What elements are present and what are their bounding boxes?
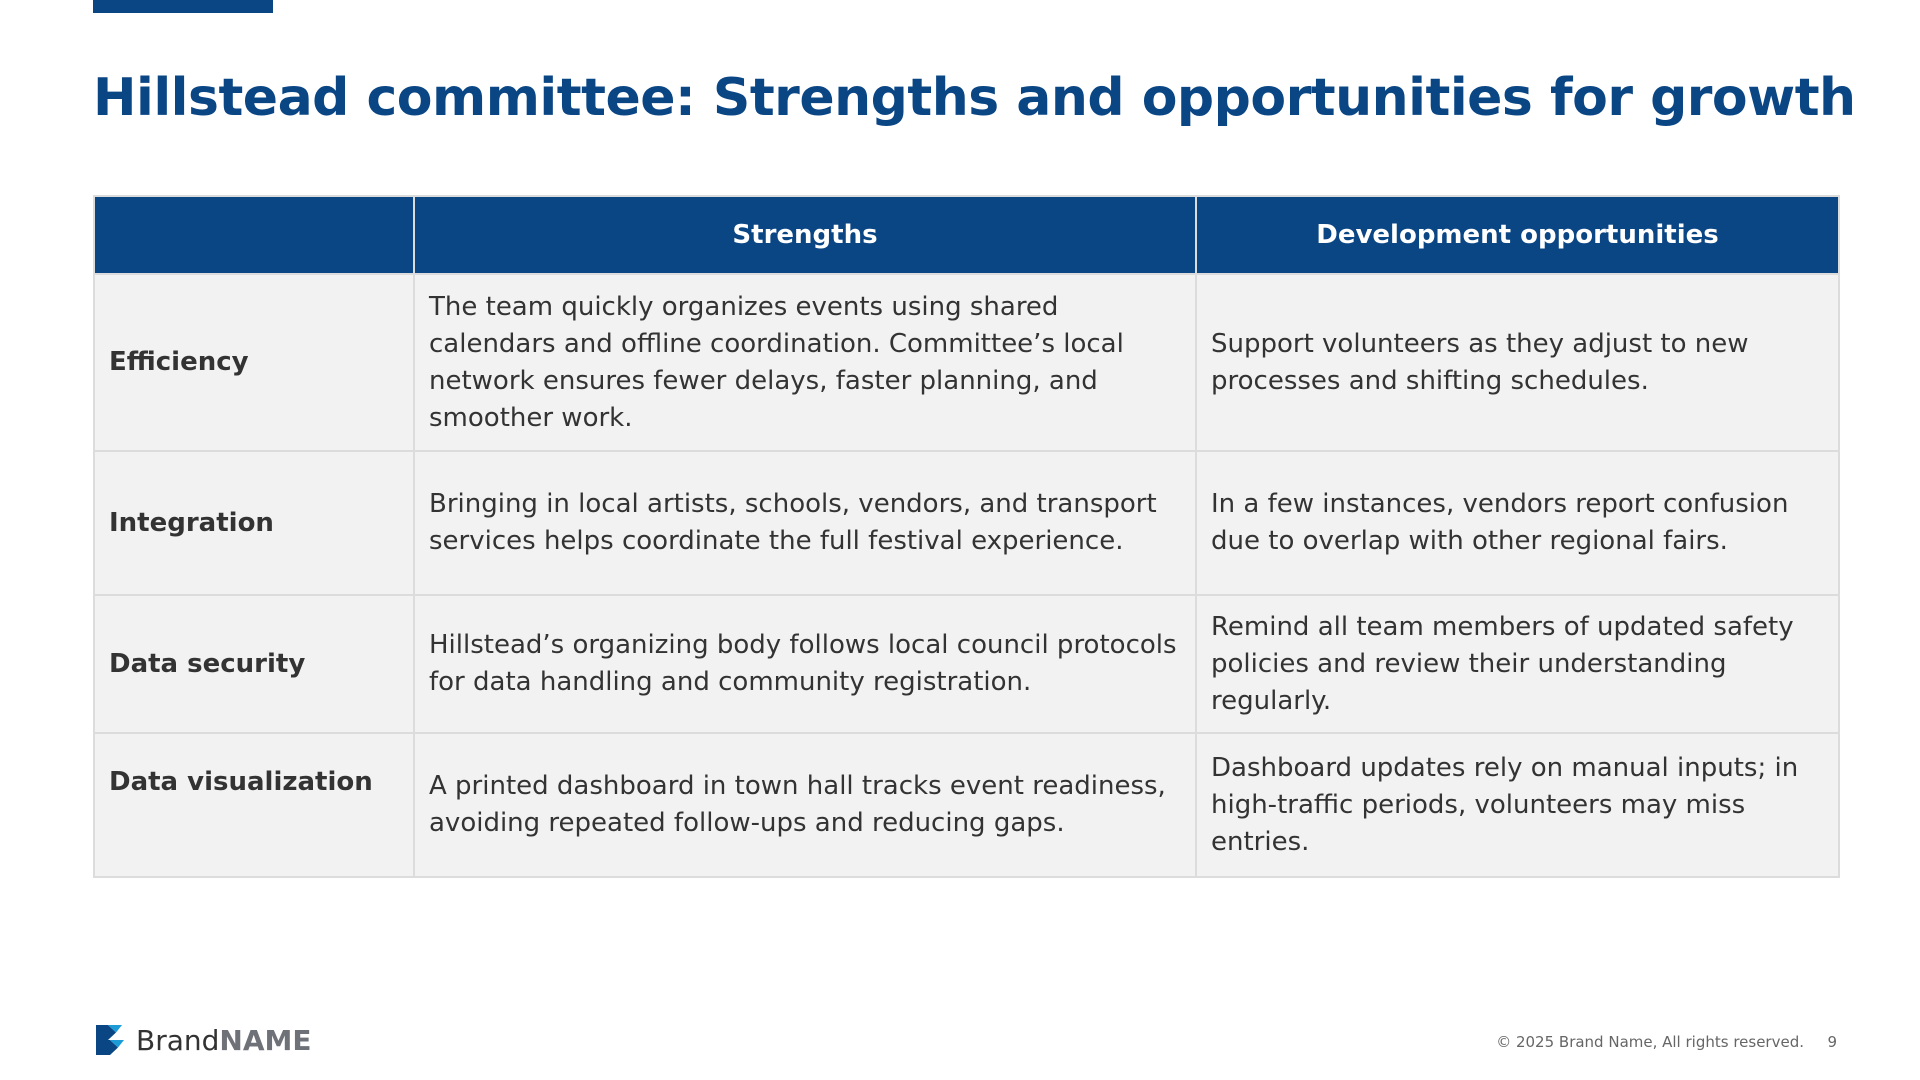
table-header-row bbox=[94, 196, 1839, 274]
header-empty-cell bbox=[94, 196, 414, 274]
brand-prefix: Brand bbox=[136, 1023, 220, 1057]
row-label: Integration bbox=[94, 451, 414, 595]
brand-logo-icon bbox=[96, 1025, 124, 1055]
row-label: Data security bbox=[94, 595, 414, 733]
table-row bbox=[94, 733, 1839, 877]
table-row bbox=[94, 451, 1839, 595]
opportunity-cell: Remind all team members of updated safety policies and review their understanding regularly. bbox=[1196, 595, 1839, 733]
brand-wordmark bbox=[136, 1024, 312, 1057]
opportunity-cell: In a few instances, vendors report confusion due to overlap with other regional fairs. bbox=[1196, 451, 1839, 595]
strength-cell: The team quickly organizes events using shared calendars and offline coordination. Committee’s local network ensures fewer delays, faster planning, and smoother work. bbox=[414, 274, 1196, 451]
copyright-text: © 2025 Brand Name, All rights reserved. bbox=[1496, 1033, 1804, 1051]
header-development-opportunities: Development opportunities bbox=[1196, 196, 1839, 274]
table-row bbox=[94, 595, 1839, 733]
table-row bbox=[94, 274, 1839, 451]
top-accent-bar bbox=[93, 0, 273, 13]
row-label: Efficiency bbox=[94, 274, 414, 451]
strength-cell: Hillstead’s organizing body follows local council protocols for data handling and community registration. bbox=[414, 595, 1196, 733]
strength-cell: Bringing in local artists, schools, vendors, and transport services helps coordinate the full festival experience. bbox=[414, 451, 1196, 595]
strengths-opportunities-table bbox=[93, 195, 1840, 878]
row-label: Data visualization bbox=[94, 733, 414, 877]
opportunity-cell: Support volunteers as they adjust to new processes and shifting schedules. bbox=[1196, 274, 1839, 451]
strength-cell: A printed dashboard in town hall tracks event readiness, avoiding repeated follow-ups and reducing gaps. bbox=[414, 733, 1196, 877]
page-number: 9 bbox=[1827, 1033, 1837, 1051]
brand-logo bbox=[96, 1025, 312, 1055]
header-strengths: Strengths bbox=[414, 196, 1196, 274]
opportunity-cell: Dashboard updates rely on manual inputs; in high-traffic periods, volunteers may miss entries. bbox=[1196, 733, 1839, 877]
slide-title: Hillstead committee: Strengths and opportunities for growth bbox=[93, 68, 1856, 128]
brand-suffix: NAME bbox=[219, 1023, 312, 1057]
